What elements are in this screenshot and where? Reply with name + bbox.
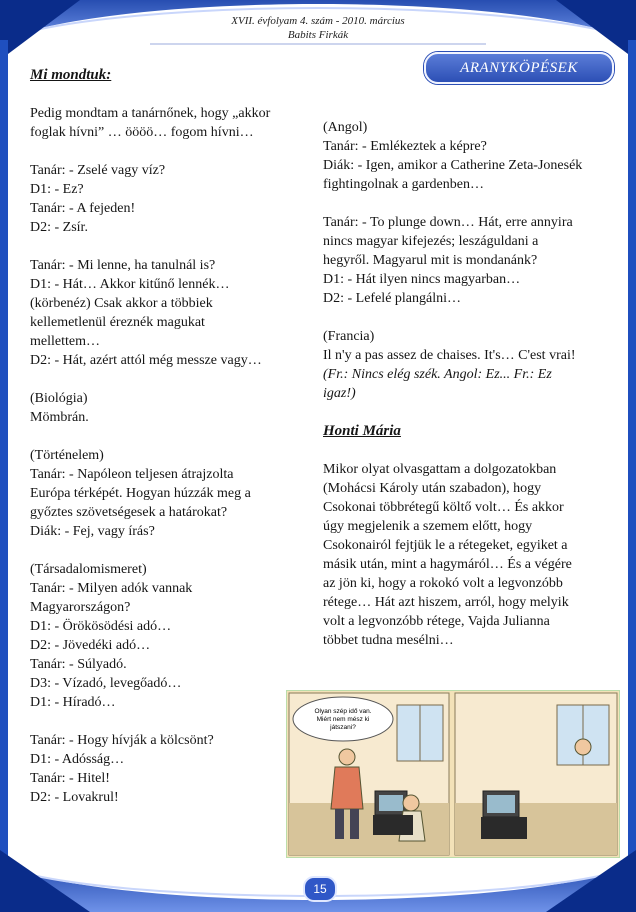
left-line: D3: - Vízadó, levegőadó… <box>30 676 182 691</box>
right-line: nincs magyar kifejezés; leszáguldani a <box>323 234 539 249</box>
left-line: Tanár: - A fejeden! <box>30 201 136 216</box>
running-header <box>0 14 636 42</box>
left-line: (Társadalomismeret) <box>30 562 147 577</box>
left-line: D1: - Ez? <box>30 182 84 197</box>
left-paragraph <box>30 389 312 427</box>
story-line: másik után, mint a hagymáról… És a végére <box>323 557 572 572</box>
right-line: D2: - Lefelé plangálni… <box>323 291 462 306</box>
right-paragraph <box>323 118 633 194</box>
story-line: úgy megjelenik a szemem előtt, hogy <box>323 519 533 534</box>
left-line: Diák: - Fej, vagy írás? <box>30 524 155 539</box>
story-line: az jön ki, hogy a rokokó volt a legvonzóbb <box>323 576 563 591</box>
story-line: Csokonairól fejtjük le a rétegeket, egyiket a <box>323 538 568 553</box>
section-title: Mi mondtuk: <box>30 67 112 83</box>
bubble-line-2: Miért nem mész ki <box>316 716 370 723</box>
bubble-line-3: játszani? <box>330 724 356 731</box>
right-line: Tanár: - To plunge down… Hát, erre annyira <box>323 215 573 230</box>
magazine-name: Babits Firkák <box>287 29 349 41</box>
left-paragraph <box>30 446 312 541</box>
story-line: többet tudna mesélni… <box>323 633 454 648</box>
left-line: D1: - Adósság… <box>30 752 125 767</box>
right-column <box>323 118 633 669</box>
right-line: Il n'y a pas assez de chaises. It's… C'est vrai! <box>323 348 576 363</box>
issue-line: XVII. évfolyam 4. szám - 2010. március <box>231 15 405 27</box>
right-line: Diák: - Igen, amikor a Catherine Zeta-Jonesék <box>323 158 583 173</box>
cartoon-image <box>286 690 620 858</box>
right-line: hegyről. Magyarul mit is mondanánk? <box>323 253 538 268</box>
right-line: (Angol) <box>323 120 368 135</box>
left-line: kellemetlenül éreznék magukat <box>30 315 205 330</box>
left-line: D2: - Hát, azért attól még messze vagy… <box>30 353 262 368</box>
story-line: (Mohácsi Károly után szabadon), hogy <box>323 481 542 496</box>
french-note: (Fr.: Nincs elég szék. Angol: Ez... Fr.: Ez igaz!) <box>323 367 552 401</box>
story-line: rétege… Hát azt hiszem, arról, hogy melyik <box>323 595 569 610</box>
right-line: Tanár: - Emlékeztek a képre? <box>323 139 487 154</box>
left-line: Mömbrán. <box>30 410 89 425</box>
left-line: D2: - Lovakrul! <box>30 790 119 805</box>
story-line: Mikor olyat olvasgattam a dolgozatokban <box>323 462 557 477</box>
left-line: Tanár: - Zselé vagy víz? <box>30 163 166 178</box>
left-line: Pedig mondtam a tanárnőnek, hogy „akkor <box>30 106 271 121</box>
left-line: D2: - Zsír. <box>30 220 88 235</box>
left-line: Tanár: - Súlyadó. <box>30 657 127 672</box>
left-line: mellettem… <box>30 334 100 349</box>
author-title: Honti Mária <box>323 423 401 439</box>
right-line: (Francia) <box>323 329 375 344</box>
left-paragraph <box>30 560 312 712</box>
left-line: győztes szövetségesek a határokat? <box>30 505 228 520</box>
story-paragraph <box>323 460 633 650</box>
right-line: fightingolnak a gardenben… <box>323 177 484 192</box>
page-number: 15 <box>303 876 337 902</box>
bubble-line-1: Olyan szép idő van. <box>314 708 372 715</box>
story-line: volt a legvonzóbb rétege, Vajda Julianna <box>323 614 550 629</box>
right-line: D1: - Hát ilyen nincs magyarban… <box>323 272 521 287</box>
left-line: Európa térképét. Hogyan húzzák meg a <box>30 486 251 501</box>
left-column <box>30 66 312 826</box>
left-line: (körbenéz) Csak akkor a többiek <box>30 296 213 311</box>
left-line: Tanár: - Mi lenne, ha tanulnál is? <box>30 258 216 273</box>
section-badge: ARANYKÖPÉSEK <box>424 52 614 84</box>
right-paragraphs <box>323 118 633 365</box>
right-paragraph <box>323 327 633 365</box>
left-line: D1: - Híradó… <box>30 695 116 710</box>
left-line: (Történelem) <box>30 448 104 463</box>
left-line: D1: - Örökösödési adó… <box>30 619 172 634</box>
left-line: D1: - Hát… Akkor kitűnő lennék… <box>30 277 230 292</box>
left-line: Tanár: - Napóleon teljesen átrajzolta <box>30 467 234 482</box>
left-line: Tanár: - Hogy hívják a kölcsönt? <box>30 733 214 748</box>
left-line: (Biológia) <box>30 391 88 406</box>
left-line: Magyarországon? <box>30 600 131 615</box>
left-paragraphs <box>30 104 312 807</box>
left-paragraph <box>30 104 312 142</box>
right-paragraph <box>323 213 633 308</box>
left-line: D2: - Jövedéki adó… <box>30 638 151 653</box>
left-line: foglak hívni” … öööö… fogom hívni… <box>30 125 254 140</box>
left-line: Tanár: - Milyen adók vannak <box>30 581 193 596</box>
left-paragraph <box>30 161 312 237</box>
story-line: Csokonai többrétegű költő volt… És akkor <box>323 500 564 515</box>
left-line: Tanár: - Hitel! <box>30 771 110 786</box>
left-paragraph <box>30 256 312 370</box>
left-paragraph <box>30 731 312 807</box>
